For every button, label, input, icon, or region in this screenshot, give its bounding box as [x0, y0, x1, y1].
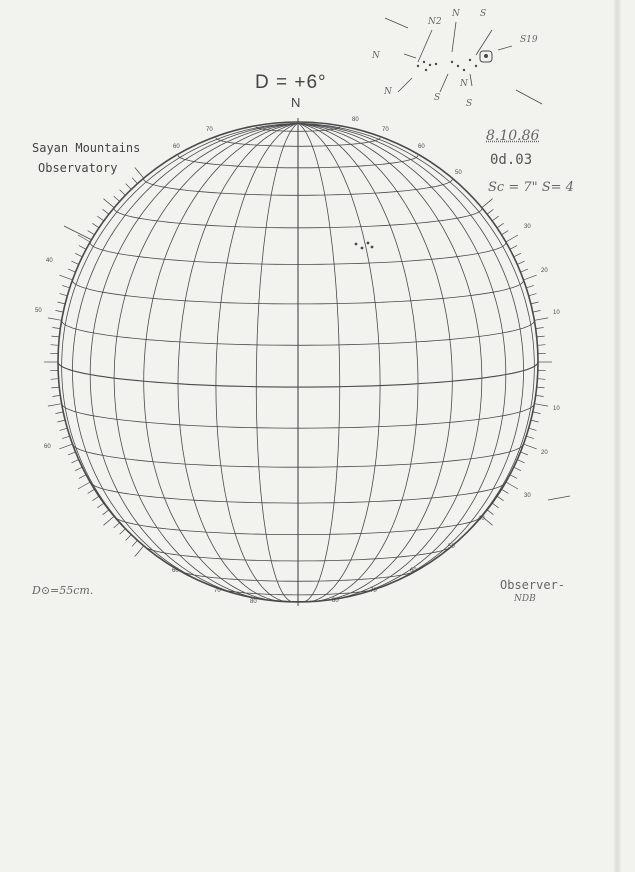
right-limb-tick — [526, 436, 534, 438]
left-limb-tick — [88, 489, 95, 493]
right-scale-label: 10 — [553, 406, 560, 412]
north-arc-label: 60 — [418, 144, 425, 150]
left-limb-tick — [114, 196, 120, 201]
right-limb-tick — [497, 223, 504, 228]
right-limb-tick — [521, 452, 528, 455]
south-arc-label: 80 — [332, 598, 339, 604]
left-limb-tick — [55, 310, 63, 312]
sketch-label: S19 — [520, 35, 538, 45]
south-arc-label: 40 — [478, 516, 485, 522]
right-guide-mark — [548, 496, 570, 500]
right-limb-tick — [506, 235, 518, 242]
right-limb-tick — [510, 475, 517, 479]
north-arc-label: 70 — [382, 127, 389, 133]
south-left-label: 60 — [172, 568, 179, 574]
observer-initials: NDB — [514, 594, 536, 604]
sketch-spot — [457, 65, 459, 67]
sketch-spot — [423, 61, 425, 63]
right-limb-tick — [524, 275, 537, 280]
right-limb-tick — [531, 420, 539, 422]
observatory-name — [32, 138, 140, 178]
left-limb-tick — [79, 246, 86, 250]
sketch-line — [404, 54, 416, 58]
left-limb-tick — [51, 379, 59, 380]
right-limb-tick — [514, 253, 521, 256]
right-scale-label: 20 — [541, 450, 548, 456]
sketch-line — [398, 78, 412, 92]
sketch-spot — [469, 59, 471, 61]
left-scale-label: 50 — [35, 308, 42, 314]
right-limb-tick — [502, 231, 509, 235]
right-scale-label: 20 — [541, 268, 548, 274]
sketch-label: S — [434, 93, 441, 103]
right-limb-tick — [517, 261, 524, 264]
left-limb-tick — [51, 387, 59, 388]
right-limb-tick — [534, 318, 548, 320]
right-limb-tick — [537, 336, 545, 337]
sketch-line — [516, 90, 542, 104]
seeing-value: Sc = 7" S= 4 — [488, 180, 574, 195]
left-scale-label: 60 — [44, 444, 51, 450]
sketch-label: S — [466, 99, 473, 109]
left-limb-tick — [71, 460, 78, 463]
left-limb-tick — [120, 190, 126, 196]
left-limb-tick — [132, 540, 137, 546]
left-limb-tick — [78, 482, 90, 489]
left-limb-tick — [79, 475, 86, 479]
north-mark: N — [291, 95, 301, 110]
right-limb-tick — [514, 467, 521, 471]
sketch-line — [440, 74, 448, 92]
sketch-line — [385, 18, 408, 28]
observatory-line2: Observatory — [38, 161, 118, 175]
left-limb-tick — [75, 253, 82, 256]
right-limb-tick — [517, 460, 524, 463]
sketch-line — [452, 22, 456, 52]
south-arc-label: 60 — [410, 568, 417, 574]
sunspot — [367, 242, 370, 245]
right-limb-tick — [510, 246, 517, 250]
observation-date: 8.10.86 — [486, 128, 540, 144]
right-limb-tick — [536, 328, 544, 329]
north-left-label: 70 — [206, 127, 213, 133]
sketch-line — [418, 30, 432, 62]
left-scale-label: 40 — [46, 258, 53, 264]
left-limb-tick — [97, 216, 103, 221]
right-scale-label: 10 — [553, 310, 560, 316]
left-limb-tick — [60, 428, 68, 430]
left-limb-tick — [68, 269, 75, 272]
left-limb-tick — [59, 444, 72, 449]
right-limb-tick — [537, 345, 545, 346]
left-limb-tick — [51, 345, 59, 346]
sketch-line — [498, 46, 512, 50]
right-scale-label: 30 — [524, 493, 531, 499]
sketch-label: N — [460, 79, 468, 89]
right-limb-tick — [524, 444, 537, 449]
right-limb-tick — [497, 496, 504, 501]
left-limb-tick — [120, 529, 126, 535]
longitude-line — [298, 123, 506, 598]
left-limb-tick — [126, 535, 132, 541]
left-limb-tick — [57, 302, 65, 304]
sketch-spot — [429, 64, 431, 66]
north-left-label: 60 — [173, 144, 180, 150]
sketch-label: N2 — [428, 17, 442, 27]
sketch-spot — [475, 65, 477, 67]
left-limb-tick — [60, 294, 68, 296]
left-limb-tick — [126, 184, 132, 190]
left-limb-tick — [103, 209, 109, 214]
right-limb-tick — [533, 412, 541, 414]
observatory-line1: Sayan Mountains — [32, 141, 141, 155]
right-limb-tick — [529, 428, 537, 430]
sunspot — [371, 246, 374, 249]
sketch-label: N — [372, 51, 380, 61]
left-limb-tick — [71, 261, 78, 264]
right-limb-tick — [482, 199, 493, 208]
right-limb-tick — [531, 302, 539, 304]
left-limb-tick — [103, 510, 109, 515]
right-limb-tick — [536, 395, 544, 396]
left-limb-tick — [57, 420, 65, 422]
observation-time: 0d.03 — [490, 152, 533, 168]
south-arc-label: 50 — [448, 544, 455, 550]
right-limb-tick — [537, 387, 545, 388]
left-limb-tick — [48, 318, 62, 320]
observer-label: Observer- — [500, 578, 566, 592]
sketch-spot — [484, 54, 488, 58]
right-limb-tick — [529, 294, 537, 296]
south-left-label: 80 — [250, 599, 257, 605]
left-limb-tick — [52, 395, 60, 396]
left-limb-tick — [55, 412, 63, 414]
south-left-label: 70 — [214, 588, 221, 594]
left-limb-tick — [132, 178, 137, 184]
right-limb-tick — [534, 404, 548, 406]
left-limb-tick — [135, 546, 144, 557]
right-limb-tick — [526, 285, 534, 287]
left-limb-tick — [92, 496, 99, 501]
right-limb-tick — [492, 216, 498, 221]
north-arc-label: 80 — [352, 117, 359, 123]
right-limb-tick — [506, 482, 518, 489]
left-limb-tick — [68, 452, 75, 455]
left-limb-tick — [52, 328, 60, 329]
solar-diameter: D⊙=55cm. — [32, 584, 94, 597]
right-limb-tick — [537, 379, 545, 380]
sunspot — [361, 247, 364, 250]
left-limb-tick — [62, 436, 70, 438]
left-limb-tick — [97, 503, 103, 508]
right-limb-tick — [487, 209, 493, 214]
left-limb-tick — [103, 199, 114, 208]
left-limb-tick — [114, 523, 120, 528]
right-limb-tick — [521, 269, 528, 272]
left-limb-tick — [92, 223, 99, 228]
sketch-spot — [463, 69, 465, 71]
left-limb-tick — [103, 516, 114, 525]
right-limb-tick — [487, 510, 493, 515]
right-scale-label: 30 — [524, 224, 531, 230]
right-limb-tick — [533, 310, 541, 312]
left-limb-tick — [59, 275, 72, 280]
left-limb-tick — [51, 336, 59, 337]
declination-label: D = +6° — [255, 72, 327, 93]
left-limb-tick — [88, 231, 95, 235]
left-limb-tick — [75, 467, 82, 471]
longitude-line — [90, 123, 298, 598]
sketch-spot — [451, 61, 453, 63]
sketch-line — [470, 74, 472, 86]
sketch-spot — [417, 65, 419, 67]
sketch-label: S — [480, 9, 487, 19]
south-arc-label: 70 — [370, 588, 377, 594]
sketch-spot — [425, 69, 427, 71]
left-limb-tick — [48, 404, 62, 406]
right-limb-tick — [502, 489, 509, 493]
left-guide-mark — [64, 226, 92, 240]
right-limb-tick — [492, 503, 498, 508]
sketch-label: N — [384, 87, 392, 97]
sketch-label: N — [452, 9, 460, 19]
sketch-spot — [435, 63, 437, 65]
north-arc-label: 50 — [455, 170, 462, 176]
left-limb-tick — [62, 285, 70, 287]
sunspot — [355, 243, 358, 246]
